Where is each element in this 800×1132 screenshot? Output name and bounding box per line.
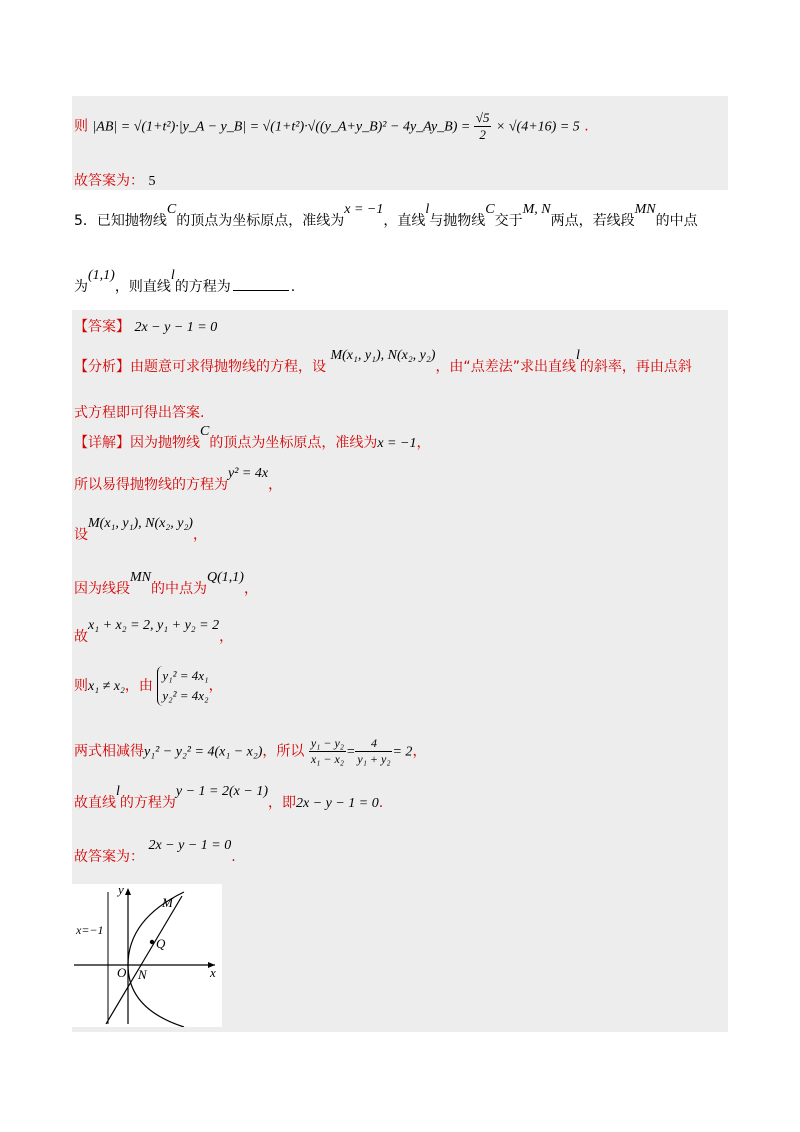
detail-line-5: 故x₁ + x₂ = 2, y₁ + y₂ = 2，	[74, 618, 234, 645]
detail-line-3: 设M(x₁, y₁), N(x₂, y₂)，	[74, 516, 207, 543]
detail-line-9: 故答案为： 2x − y − 1 = 0.	[74, 838, 236, 865]
answer-blank	[233, 290, 289, 291]
sqrt5-over-2: $\frac{√5}{2}$	[475, 110, 490, 142]
detail-line-7: 两式相减得y₁² − y₂² = 4(x₁ − x₂)，所以 $\frac{\text{y₁ − y₂}}{\text{x₁ − x₂}}$ = $\frac{4}{\text{y₁ + y₂}}$ = 2，	[74, 736, 427, 766]
label-m: M	[162, 895, 173, 910]
label-y: y	[118, 884, 124, 897]
detail-line-4: 因为线段MN的中点为Q(1,1)，	[74, 570, 258, 597]
slope-fraction: $\frac{\text{y₁ − y₂}}{\text{x₁ − x₂}}$	[310, 736, 344, 766]
label-q: Q	[156, 936, 166, 951]
analysis-line-1: 【分析】由题意可求得抛物线的方程，设 M(x₁, y₁), N(x₂, y₂)，由“点差法”求出直线l的斜率，再由点斜	[74, 348, 692, 375]
label-x: x	[210, 965, 216, 980]
ab-formula: |AB| = √(1+t²)·|y_A − y_B| = √(1+t²)·√((y_A+y_B)² − 4y_Ay_B) =	[92, 119, 474, 135]
detail-line-8: 故直线l的方程为y − 1 = 2(x − 1)，即2x − y − 1 = 0.	[74, 784, 384, 811]
detail-line-2: 所以易得抛物线的方程为y² = 4x，	[74, 466, 283, 493]
problem-5-line-1: 5．已知抛物线C的顶点为坐标原点，准线为x = −1，直线l与抛物线C交于M, N两点，若线段MN的中点	[74, 202, 698, 229]
equation-system: y₁² = 4x₁ y₂² = 4x₂	[157, 666, 208, 706]
parabola-curve	[128, 892, 184, 1027]
label-o: O	[117, 965, 127, 980]
parabola-figure	[72, 884, 222, 1027]
prev-answer-line: 故答案为： 5	[74, 173, 156, 189]
label-n: N	[138, 967, 147, 982]
parabola-diagram	[72, 884, 222, 1027]
problem-5-line-2: 为(1,1)，则直线l的方程为 .	[74, 268, 296, 295]
label-directrix: x=−1	[76, 923, 104, 937]
detail-line-6: 则x₁ ≠ x₂，由 y₁² = 4x₁ y₂² = 4x₂ ，	[74, 666, 223, 706]
detail-line-1: 【详解】因为抛物线C的顶点为坐标原点，准线为x = −1，	[74, 424, 431, 451]
four-over-sum-fraction: $\frac{4}{\text{y₁ + y₂}}$	[357, 736, 391, 766]
answer-line: 【答案】 2x − y − 1 = 0	[74, 319, 218, 335]
ab-formula-line: 则 |AB| = √(1+t²)·|y_A − y_B| = √(1+t²)·√((y_A+y_B)² − 4y_Ay_B) = $\frac{√5}{2}$ × √(4+16) = 5 .	[74, 110, 589, 142]
analysis-line-2: 式方程即可得出答案.	[74, 405, 205, 421]
point-q	[150, 940, 154, 944]
y-axis-arrow	[125, 888, 131, 895]
